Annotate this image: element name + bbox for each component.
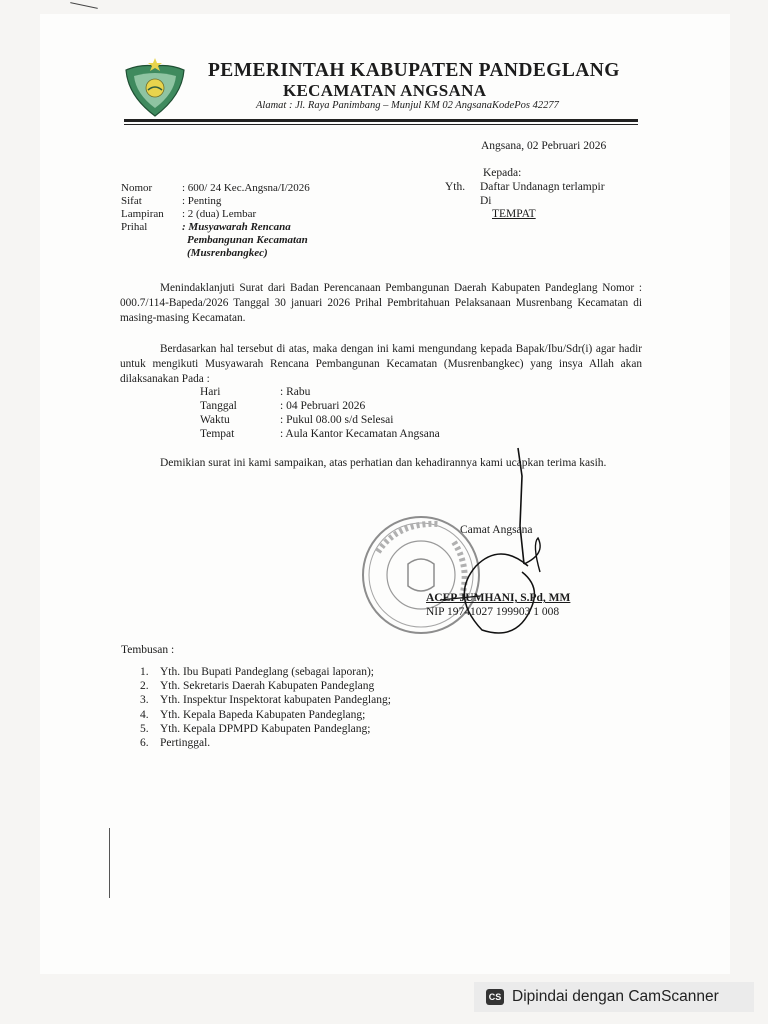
lampiran-value: : 2 (dua) Lembar (182, 208, 257, 220)
letterhead-district: KECAMATAN ANGSANA (283, 81, 487, 100)
tembusan-item (140, 708, 391, 722)
sifat-value: : Penting (182, 195, 222, 207)
scan-artifact-line (70, 2, 98, 9)
letterhead-rule-thick (124, 119, 638, 122)
tembusan-item-text: Yth. Ibu Bupati Pandeglang (sebagai laporan); (160, 666, 374, 678)
schedule-date-value: : 04 Pebruari 2026 (280, 400, 366, 412)
prihal-label: Prihal (121, 221, 148, 233)
tembusan-item (140, 736, 391, 750)
camscanner-text: Dipindai dengan CamScanner (512, 988, 719, 1005)
schedule-place-label: Tempat (200, 428, 235, 440)
tembusan-item (140, 665, 391, 679)
tembusan-item (140, 693, 391, 707)
tembusan-item-number: 5. (140, 722, 149, 735)
recipient-name: Daftar Undanagn terlampir (480, 181, 605, 193)
letterhead-government: PEMERINTAH KABUPATEN PANDEGLANG (208, 60, 620, 81)
recipient-place: TEMPAT (492, 208, 536, 220)
schedule-date-label: Tanggal (200, 400, 237, 412)
tembusan-item-number: 1. (140, 666, 149, 678)
schedule-day-value: : Rabu (280, 386, 311, 398)
tembusan-item-text: Pertinggal. (160, 736, 211, 749)
body-paragraph-1: Menindaklanjuti Surat dari Badan Perencanaan Pembangunan Daerah Kabupaten Pandeglang Nomor : 000.7/114-Bapeda/2026 Tanggal 30 januari 2026 Prihal Pembritahuan Pelaksanaan Musrenbang Kecamatan di masing-masing Kecamatan. (120, 282, 642, 324)
recipient-yth: Yth. (445, 181, 466, 193)
prihal-value-line3: (Musrenbangkec) (187, 247, 268, 259)
tembusan-item-text: Yth. Inspektur Inspektorat kabupaten Pandeglang; (160, 694, 391, 707)
prihal-value-line2: Pembangunan Kecamatan (187, 234, 308, 246)
signature-title: Camat Angsana (460, 524, 533, 536)
schedule-time-label: Waktu (200, 414, 230, 426)
schedule-place-value: : Aula Kantor Kecamatan Angsana (280, 428, 440, 440)
sifat-label: Sifat (121, 195, 142, 207)
tembusan-item-text: Yth. Kepala Bapeda Kabupaten Pandeglang; (160, 708, 366, 721)
tembusan-item-text: Yth. Sekretaris Daerah Kabupaten Pandeglang (160, 680, 375, 693)
nomor-label: Nomor (121, 182, 153, 194)
body-paragraph-2: Berdasarkan hal tersebut di atas, maka dengan ini kami mengundang kepada Bapak/Ibu/Sdr(i) agar hadir untuk mengikuti Musyawarah Rencana Pembangunan Kecamatan (Musrenbangkec) yang insya Allah akan dilaksanakan Pada : (120, 343, 642, 385)
closing-sentence: Demikian surat ini kami sampaikan, atas perhatian dan kehadirannya kami ucapkan terima kasih. (160, 457, 607, 469)
letter-page (40, 14, 730, 974)
tembusan-item (140, 679, 391, 693)
recipient-kepada: Kepada: (483, 167, 522, 179)
tembusan-item-number: 2. (140, 680, 149, 693)
tembusan-item-number: 4. (140, 708, 149, 721)
tembusan-item-text: Yth. Kepala DPMPD Kabupaten Pandeglang; (160, 722, 371, 735)
signatory-name: ACEP JUMHANI, S.Pd, MM (426, 592, 571, 604)
tembusan-heading: Tembusan : (121, 644, 175, 656)
nomor-value: : 600/ 24 Kec.Angsna/I/2026 (182, 182, 310, 194)
prihal-value-line1: : Musyawarah Rencana (182, 221, 291, 233)
schedule-time-value: : Pukul 08.00 s/d Selesai (280, 414, 394, 426)
scan-artifact-vertical-line (109, 828, 110, 898)
letterhead-address: Alamat : Jl. Raya Panimbang – Munjul KM 02 AngsanaKodePos 42277 (256, 100, 559, 111)
letter-date: Angsana, 02 Pebruari 2026 (481, 140, 607, 152)
tembusan-item (140, 722, 391, 736)
tembusan-item-number: 6. (140, 736, 149, 749)
schedule-day-label: Hari (200, 386, 221, 398)
signatory-nip: NIP 19741027 199903 1 008 (426, 606, 560, 618)
camscanner-icon: CS (486, 989, 504, 1005)
camscanner-watermark (474, 982, 754, 1012)
regency-logo-icon (122, 56, 188, 122)
tembusan-list (140, 665, 391, 750)
tembusan-item-number: 3. (140, 694, 149, 707)
recipient-di: Di (480, 195, 492, 207)
lampiran-label: Lampiran (121, 208, 164, 220)
letterhead-rule-thin (124, 124, 638, 125)
